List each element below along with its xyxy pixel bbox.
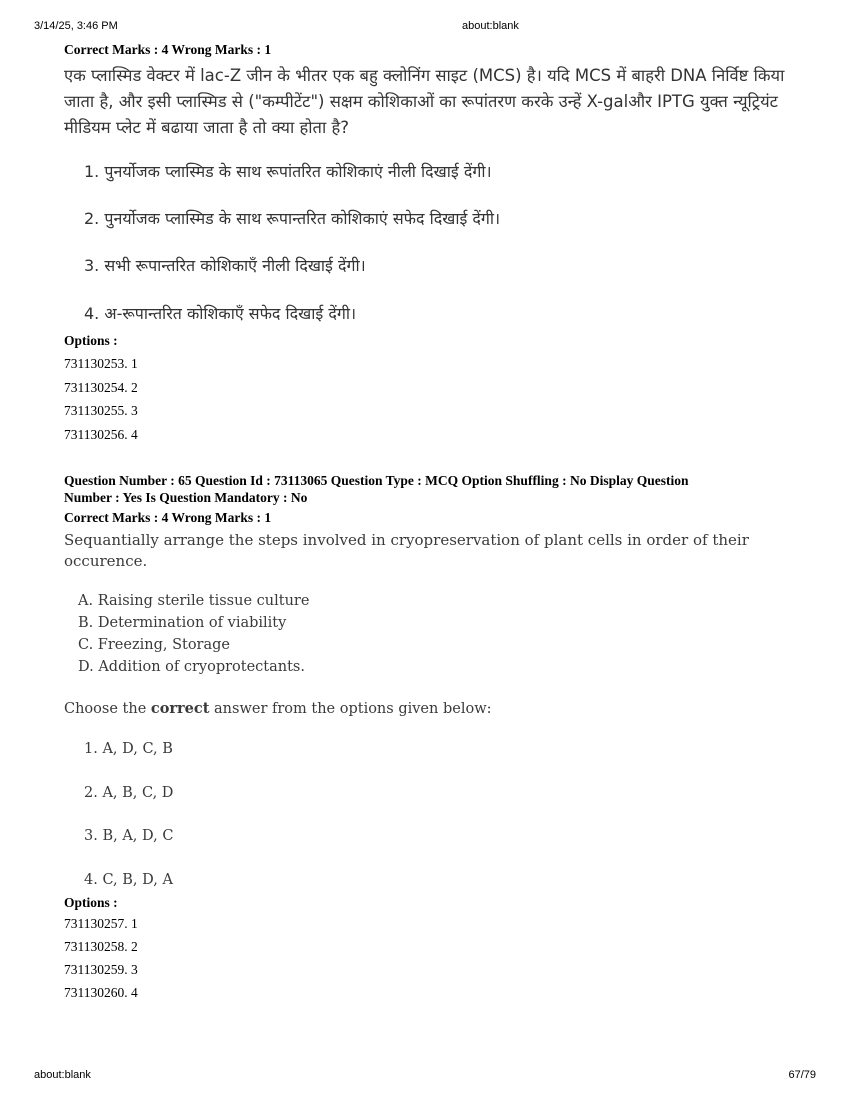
- q65-option-id-2: 731130258. 2: [64, 939, 138, 954]
- q65-statement-a: A. Raising sterile tissue culture: [78, 593, 310, 609]
- q65-instruction: [64, 700, 492, 717]
- q65-option-1: 1. A, D, C, B: [84, 741, 173, 757]
- q65-statement-b: B. Determination of viability: [78, 615, 287, 631]
- q64-option-id-1: 731130253. 1: [64, 356, 138, 371]
- q64-option-1: 1. पुनर्योजक प्लास्मिड के साथ रूपांतरित कोशिकाएं नीली दिखाई देंगी।: [84, 162, 492, 181]
- q65-meta-line-1: Question Number : 65 Question Id : 73113065 Question Type : MCQ Option Shuffling : No Display Question: [64, 473, 689, 488]
- q65-option-3: 3. B, A, D, C: [84, 828, 174, 844]
- q65-option-id-1: 731130257. 1: [64, 916, 138, 931]
- q64-options-label: Options :: [64, 333, 118, 348]
- print-url-footer: about:blank: [34, 1069, 91, 1081]
- q64-option-id-2: 731130254. 2: [64, 380, 138, 395]
- q65-statement-c: C. Freezing, Storage: [78, 637, 230, 653]
- print-datetime: 3/14/25, 3:46 PM: [34, 20, 118, 32]
- q64-option-2: 2. पुनर्योजक प्लास्मिड के साथ रूपान्तरित कोशिकाएं सफेद दिखाई देंगी।: [84, 209, 501, 228]
- q65-meta-line-2: Number : Yes Is Question Mandatory : No: [64, 490, 308, 505]
- q65-instruction-prefix: Choose the: [64, 701, 151, 717]
- q65-marks: Correct Marks : 4 Wrong Marks : 1: [64, 510, 272, 525]
- q65-meta: [64, 472, 794, 506]
- q64-option-4: 4. अ-रूपान्तरित कोशिकाएँ सफेद दिखाई देंगी।: [84, 304, 357, 323]
- q64-option-id-4: 731130256. 4: [64, 427, 138, 442]
- q65-option-2: 2. A, B, C, D: [84, 785, 174, 801]
- q64-marks: Correct Marks : 4 Wrong Marks : 1: [64, 42, 272, 57]
- q65-question-text: Sequantially arrange the steps involved in cryopreservation of plant cells in order of their occurence.: [64, 531, 749, 570]
- page-number: 67/79: [788, 1069, 816, 1081]
- q64-option-id-3: 731130255. 3: [64, 403, 138, 418]
- q65-option-4: 4. C, B, D, A: [84, 872, 173, 888]
- q64-question-text: एक प्लास्मिड वेक्टर में lac-Z जीन के भीतर एक बहु क्लोनिंग साइट (MCS) है। यदि MCS में बाहरी DNA निर्विष्ट किया जाता है, और इसी प्लास्मिड से ("कम्पीटेंट") सक्षम कोशिकाओं का रूपांतरण करके उन्हें X-galऔर IPTG युक्त न्यूट्रियंट मीडियम प्लेट में बढाया जाता है तो क्या होता है?: [64, 66, 785, 137]
- q65-instruction-bold: correct: [150, 700, 210, 717]
- q65-instruction-suffix: answer from the options given below:: [209, 701, 492, 717]
- q65-option-id-4: 731130260. 4: [64, 985, 138, 1000]
- q64-option-3: 3. सभी रूपान्तरित कोशिकाएँ नीली दिखाई देंगी।: [84, 256, 366, 275]
- q65-options-label: Options :: [64, 895, 118, 910]
- print-url-header: about:blank: [462, 20, 519, 32]
- q65-option-id-3: 731130259. 3: [64, 962, 138, 977]
- q65-statement-d: D. Addition of cryoprotectants.: [78, 659, 305, 675]
